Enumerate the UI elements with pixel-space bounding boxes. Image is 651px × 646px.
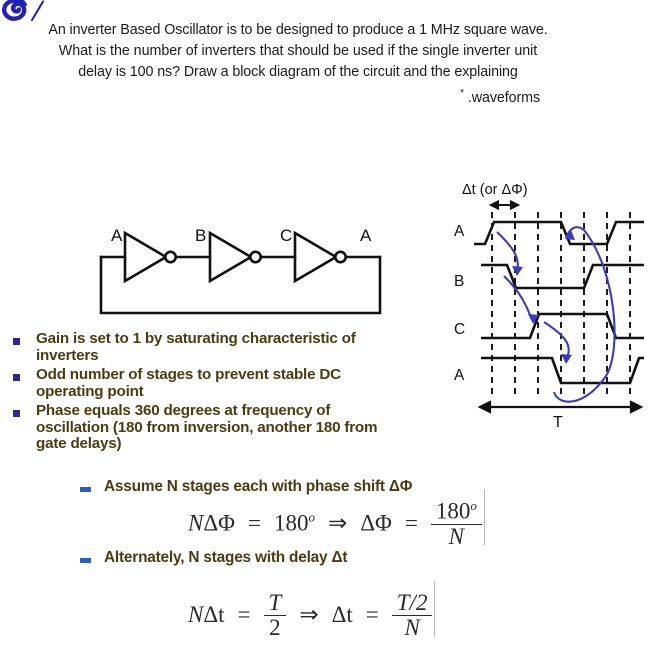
sub-bullet-1-text: Assume N stages each with phase shift ΔΦ (104, 478, 413, 495)
waveform-a-bottom (481, 358, 644, 383)
eq1-value: 180 (273, 510, 309, 536)
eq2-numerator-2: T/2 (396, 590, 428, 615)
question-line-2: What is the number of inverters that should be used if the single inverter unit (58, 43, 538, 59)
eq1-numerator: 180$^o$ (435, 498, 477, 524)
period-measure-arrow (480, 402, 641, 412)
signal-label-a2: A (454, 367, 465, 384)
signal-label-c: C (454, 321, 466, 338)
bullet-2-line-1: Odd number of stages to prevent stable DC (36, 366, 341, 383)
ring-oscillator-diagram (88, 225, 398, 335)
feedback-wire (101, 257, 380, 313)
bullet-3-line-2: oscillation (180 from inversion, another 180 from (36, 418, 378, 436)
question-line-1: An inverter Based Oscillator is to be designed to produce a 1 MHz square wave. (48, 22, 548, 38)
asterisk-marker: * (460, 88, 464, 99)
question-line-4-text: .waveforms (467, 89, 540, 106)
dash-bullet-icon (80, 487, 91, 492)
arrow-c-to-a (544, 322, 569, 360)
inverter-3-triangle (295, 233, 336, 281)
waveform-c (481, 314, 644, 338)
inverter-1-bubble (165, 252, 175, 262)
eq1-rhs-equals: = (404, 510, 418, 536)
bullet-2-line-2: operating point (36, 382, 144, 400)
inverter-2-triangle (210, 233, 251, 281)
square-bullet-icon (13, 410, 20, 417)
arrow-b-to-c (504, 276, 532, 320)
eq1-denominator: N (431, 524, 482, 549)
eq2-equals: = (237, 601, 251, 627)
sub-bullet-2-text: Alternately, N stages with delay Δt (104, 549, 348, 566)
equation-delay (188, 592, 432, 641)
eq2-rhs-equals: = (365, 601, 379, 627)
list-item (6, 367, 458, 400)
inverter-2-bubble (250, 252, 260, 262)
eq1-edge-artifact (484, 489, 485, 545)
square-bullet-icon (13, 338, 20, 345)
eq2-fraction-left (264, 591, 287, 640)
key-points-list (6, 331, 458, 456)
node-label-a-out: A (360, 226, 372, 245)
spiral-c-logo-icon (4, 1, 25, 19)
inverter-3-bubble (335, 252, 345, 262)
bullet-1-line-2: inverters (36, 346, 99, 364)
eq2-denominator-1: 2 (264, 615, 287, 640)
bullet-3-line-1: Phase equals 360 degrees at frequency of (36, 402, 331, 419)
diagonal-slash-icon (32, 2, 43, 21)
eq2-lhs-sym: Δt (203, 601, 225, 627)
dash-bullet-icon (80, 558, 91, 563)
eq1-lhs-sym: ΔΦ (203, 510, 235, 536)
eq2-rhs-sym: Δt (331, 601, 353, 627)
eq1-lhs-var: N (188, 510, 204, 536)
eq1-implies: ⇒ (327, 510, 348, 536)
question-text (8, 20, 588, 109)
list-item (6, 331, 458, 364)
node-label-a-in: A (111, 226, 123, 245)
node-label-c: C (280, 226, 293, 245)
square-bullet-icon (13, 374, 20, 381)
question-line-3: delay is 100 ns? Draw a block diagram of the circuit and the explaining (78, 64, 518, 80)
node-label-b: B (195, 226, 207, 245)
eq2-fraction-right (392, 591, 433, 640)
eq2-lhs-var: N (188, 601, 204, 627)
delta-t-label: Δt (or ΔΦ) (462, 182, 528, 198)
sub-list-item-2 (78, 549, 347, 567)
signal-label-a1: A (454, 223, 465, 240)
eq1-degree: o (308, 509, 315, 525)
timing-waveform-diagram (444, 180, 651, 430)
signal-label-b: B (454, 273, 465, 290)
eq2-edge-artifact (434, 581, 435, 637)
eq1-equals: = (247, 510, 261, 536)
bullet-3-line-3: gate delays) (36, 435, 122, 452)
question-line-4 (8, 83, 588, 109)
eq2-denominator-2: N (392, 615, 433, 640)
bullet-1-line-1: Gain is set to 1 by saturating characteristic of (36, 330, 356, 347)
inverter-1-triangle (125, 233, 166, 281)
sub-list-item-1 (78, 478, 412, 496)
eq1-fraction (431, 499, 482, 549)
list-item (6, 403, 458, 453)
eq2-numerator-1: T (268, 590, 282, 615)
eq1-rhs-sym: ΔΦ (360, 510, 392, 536)
delta-t-measure-arrow (491, 202, 518, 209)
eq2-implies: ⇒ (299, 601, 319, 627)
period-label: T (553, 414, 563, 430)
equation-phase-shift (188, 500, 482, 550)
